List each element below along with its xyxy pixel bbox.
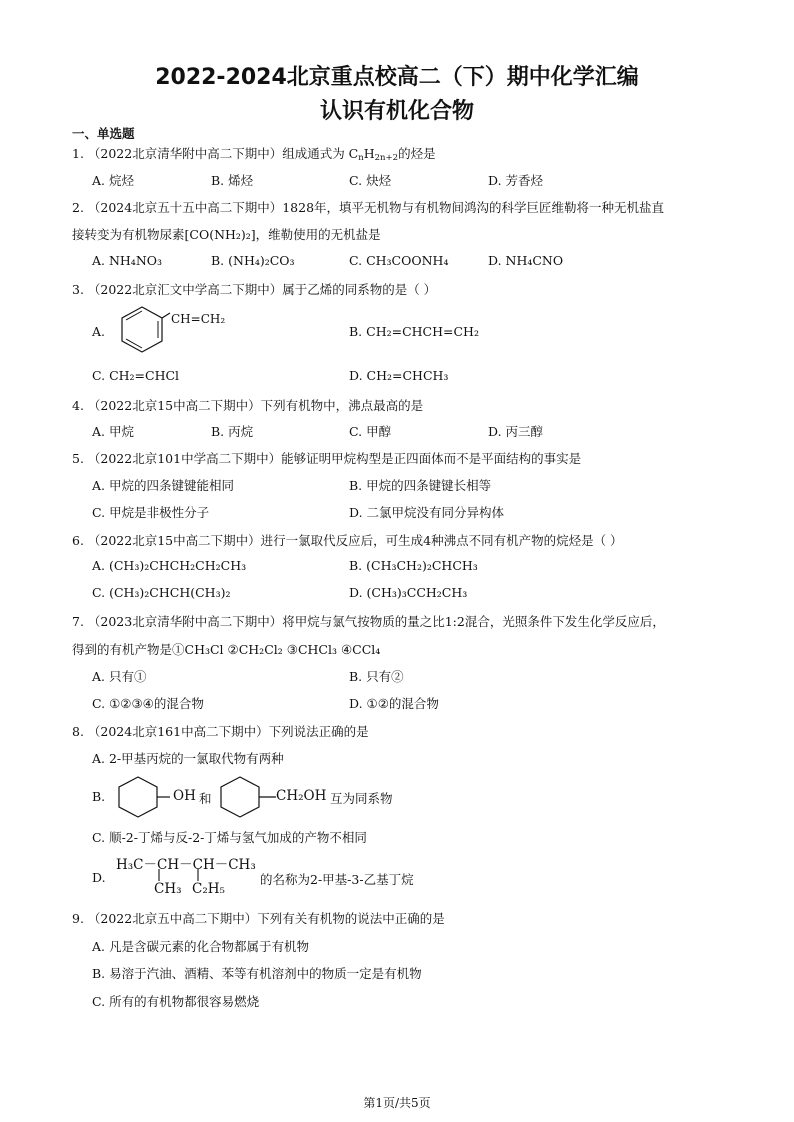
q5-option-d[interactable]: D. 二氯甲烷没有同分异构体 [349,505,505,520]
q2-option-c[interactable]: C. CH₃COONH₄ [349,253,449,268]
q1-sub-n: n [358,153,364,163]
q8-option-a[interactable]: A. 2-甲基丙烷的一氯取代物有两种 [92,751,284,766]
q5-option-c[interactable]: C. 甲烷是非极性分子 [92,505,210,520]
q5-option-b[interactable]: B. 甲烷的四条键键长相等 [349,478,492,493]
q4-text: 4. （2022北京15中高二下期中）下列有机物中，沸点最高的是 [72,398,424,413]
q6-text: 6. （2022北京15中高二下期中）进行一氯取代反应后，可生成4种沸点不同有机产物的烷烃是（ ） [72,533,623,548]
q7-line1: 7. （2023北京清华附中高二下期中）将甲烷与氯气按物质的量之比1:2混合，光照条件下发生化学反应后， [72,614,665,629]
q8-d-sub-c2h5: C₂H₅ [192,881,225,897]
q1-sub-2n2: 2n+2 [374,153,399,163]
q4-option-a[interactable]: A. 甲烷 [92,424,134,439]
q2-option-d[interactable]: D. NH₄CNO [488,253,564,268]
q8-d-tail: 的名称为2-甲基-3-乙基丁烷 [260,872,414,887]
benzyl-alcohol-ring-icon [214,774,278,818]
question-1 [72,144,436,163]
q9-option-c[interactable]: C. 所有的有机物都很容易燃烧 [92,994,260,1009]
q8-b-tail: 互为同系物 [330,791,393,806]
q5-text: 5. （2022北京101中学高二下期中）能够证明甲烷构型是正四面体而不是平面结构的事实是 [72,451,582,466]
q1-option-d[interactable]: D. 芳香烃 [488,173,544,188]
q1-text: 1. （2022北京清华附中高二下期中）组成通式为 C [72,146,359,161]
q5-option-a[interactable]: A. 甲烷的四条键键能相同 [92,478,234,493]
q3-option-b[interactable]: B. CH₂=CHCH=CH₂ [349,324,479,339]
q3-option-c[interactable]: C. CH₂=CHCl [92,368,180,383]
q1-tail: 的烃是 [398,146,436,161]
q2-option-a[interactable]: A. NH₄NO₃ [92,253,163,268]
q6-option-b[interactable]: B. (CH₃CH₂)₂CHCH₃ [349,558,478,573]
q8-d-main-chain: H₃C－CH－CH－CH₃ [116,857,256,873]
q7-option-b[interactable]: B. 只有② [349,669,404,684]
q3-option-d[interactable]: D. CH₂=CHCH₃ [349,368,449,383]
q7-option-d[interactable]: D. ①②的混合物 [349,696,439,711]
q6-option-d[interactable]: D. (CH₃)₃CCH₂CH₃ [349,585,468,600]
q2-line2: 接转变为有机物尿素[CO(NH₂)₂]，维勒使用的无机盐是 [72,227,381,242]
q8-option-b-label[interactable]: B. [92,789,106,804]
q9-option-a[interactable]: A. 凡是含碳元素的化合物都属于有机物 [92,939,309,954]
doc-title-line2: 认识有机化合物 [319,99,474,124]
q6-option-c[interactable]: C. (CH₃)₂CHCH(CH₃)₂ [92,585,231,600]
q8-option-c[interactable]: C. 顺-2-丁烯与反-2-丁烯与氢气加成的产物不相同 [92,830,367,845]
q8-d-bonds [150,868,210,882]
q4-option-d[interactable]: D. 丙三醇 [488,424,544,439]
q3-option-a-formula: CH=CH₂ [171,312,226,326]
q7-option-c[interactable]: C. ①②③④的混合物 [92,696,204,711]
q2-line1: 2. （2024北京五十五中高二下期中）1828年，填平无机物与有机物间鸿沟的科学巨匠维勒将一种无机盐直 [72,200,665,215]
q4-option-c[interactable]: C. 甲醇 [349,424,392,439]
q8-text: 8. （2024北京161中高二下期中）下列说法正确的是 [72,724,369,739]
q3-option-a-label[interactable]: A. [92,324,106,339]
q4-option-b[interactable]: B. 丙烷 [211,424,254,439]
section-heading: 一、单选题 [72,126,135,141]
q1-option-a[interactable]: A. 烷烃 [92,173,134,188]
q3-text: 3. （2022北京汇文中学高二下期中）属于乙烯的同系物的是（ ） [72,282,437,297]
q7-line2: 得到的有机产物是①CH₃Cl ②CH₂Cl₂ ③CHCl₃ ④CCl₄ [72,642,381,657]
doc-title-line1: 2022-2024北京重点校高二（下）期中化学汇编 [155,65,639,90]
q1-h: H [363,146,375,161]
q8-b-ch2oh: CH₂OH [276,788,327,804]
q9-option-b[interactable]: B. 易溶于汽油、酒精、苯等有机溶剂中的物质一定是有机物 [92,966,422,981]
q8-d-sub-ch3: CH₃ [154,881,182,897]
q7-option-a[interactable]: A. 只有① [92,669,147,684]
q6-option-a[interactable]: A. (CH₃)₂CHCH₂CH₂CH₃ [92,558,247,573]
q1-option-b[interactable]: B. 烯烃 [211,173,254,188]
page-footer: 第1页/共5页 [363,1096,431,1110]
q8-option-d-label[interactable]: D. [92,870,106,885]
q9-text: 9. （2022北京五中高二下期中）下列有关有机物的说法中正确的是 [72,911,445,926]
q8-b-and: 和 [199,791,212,806]
q2-option-b[interactable]: B. (NH₄)₂CO₃ [211,253,295,268]
q8-b-oh: OH [173,788,196,804]
q1-option-c[interactable]: C. 炔烃 [349,173,392,188]
phenol-ring-icon [112,774,172,818]
